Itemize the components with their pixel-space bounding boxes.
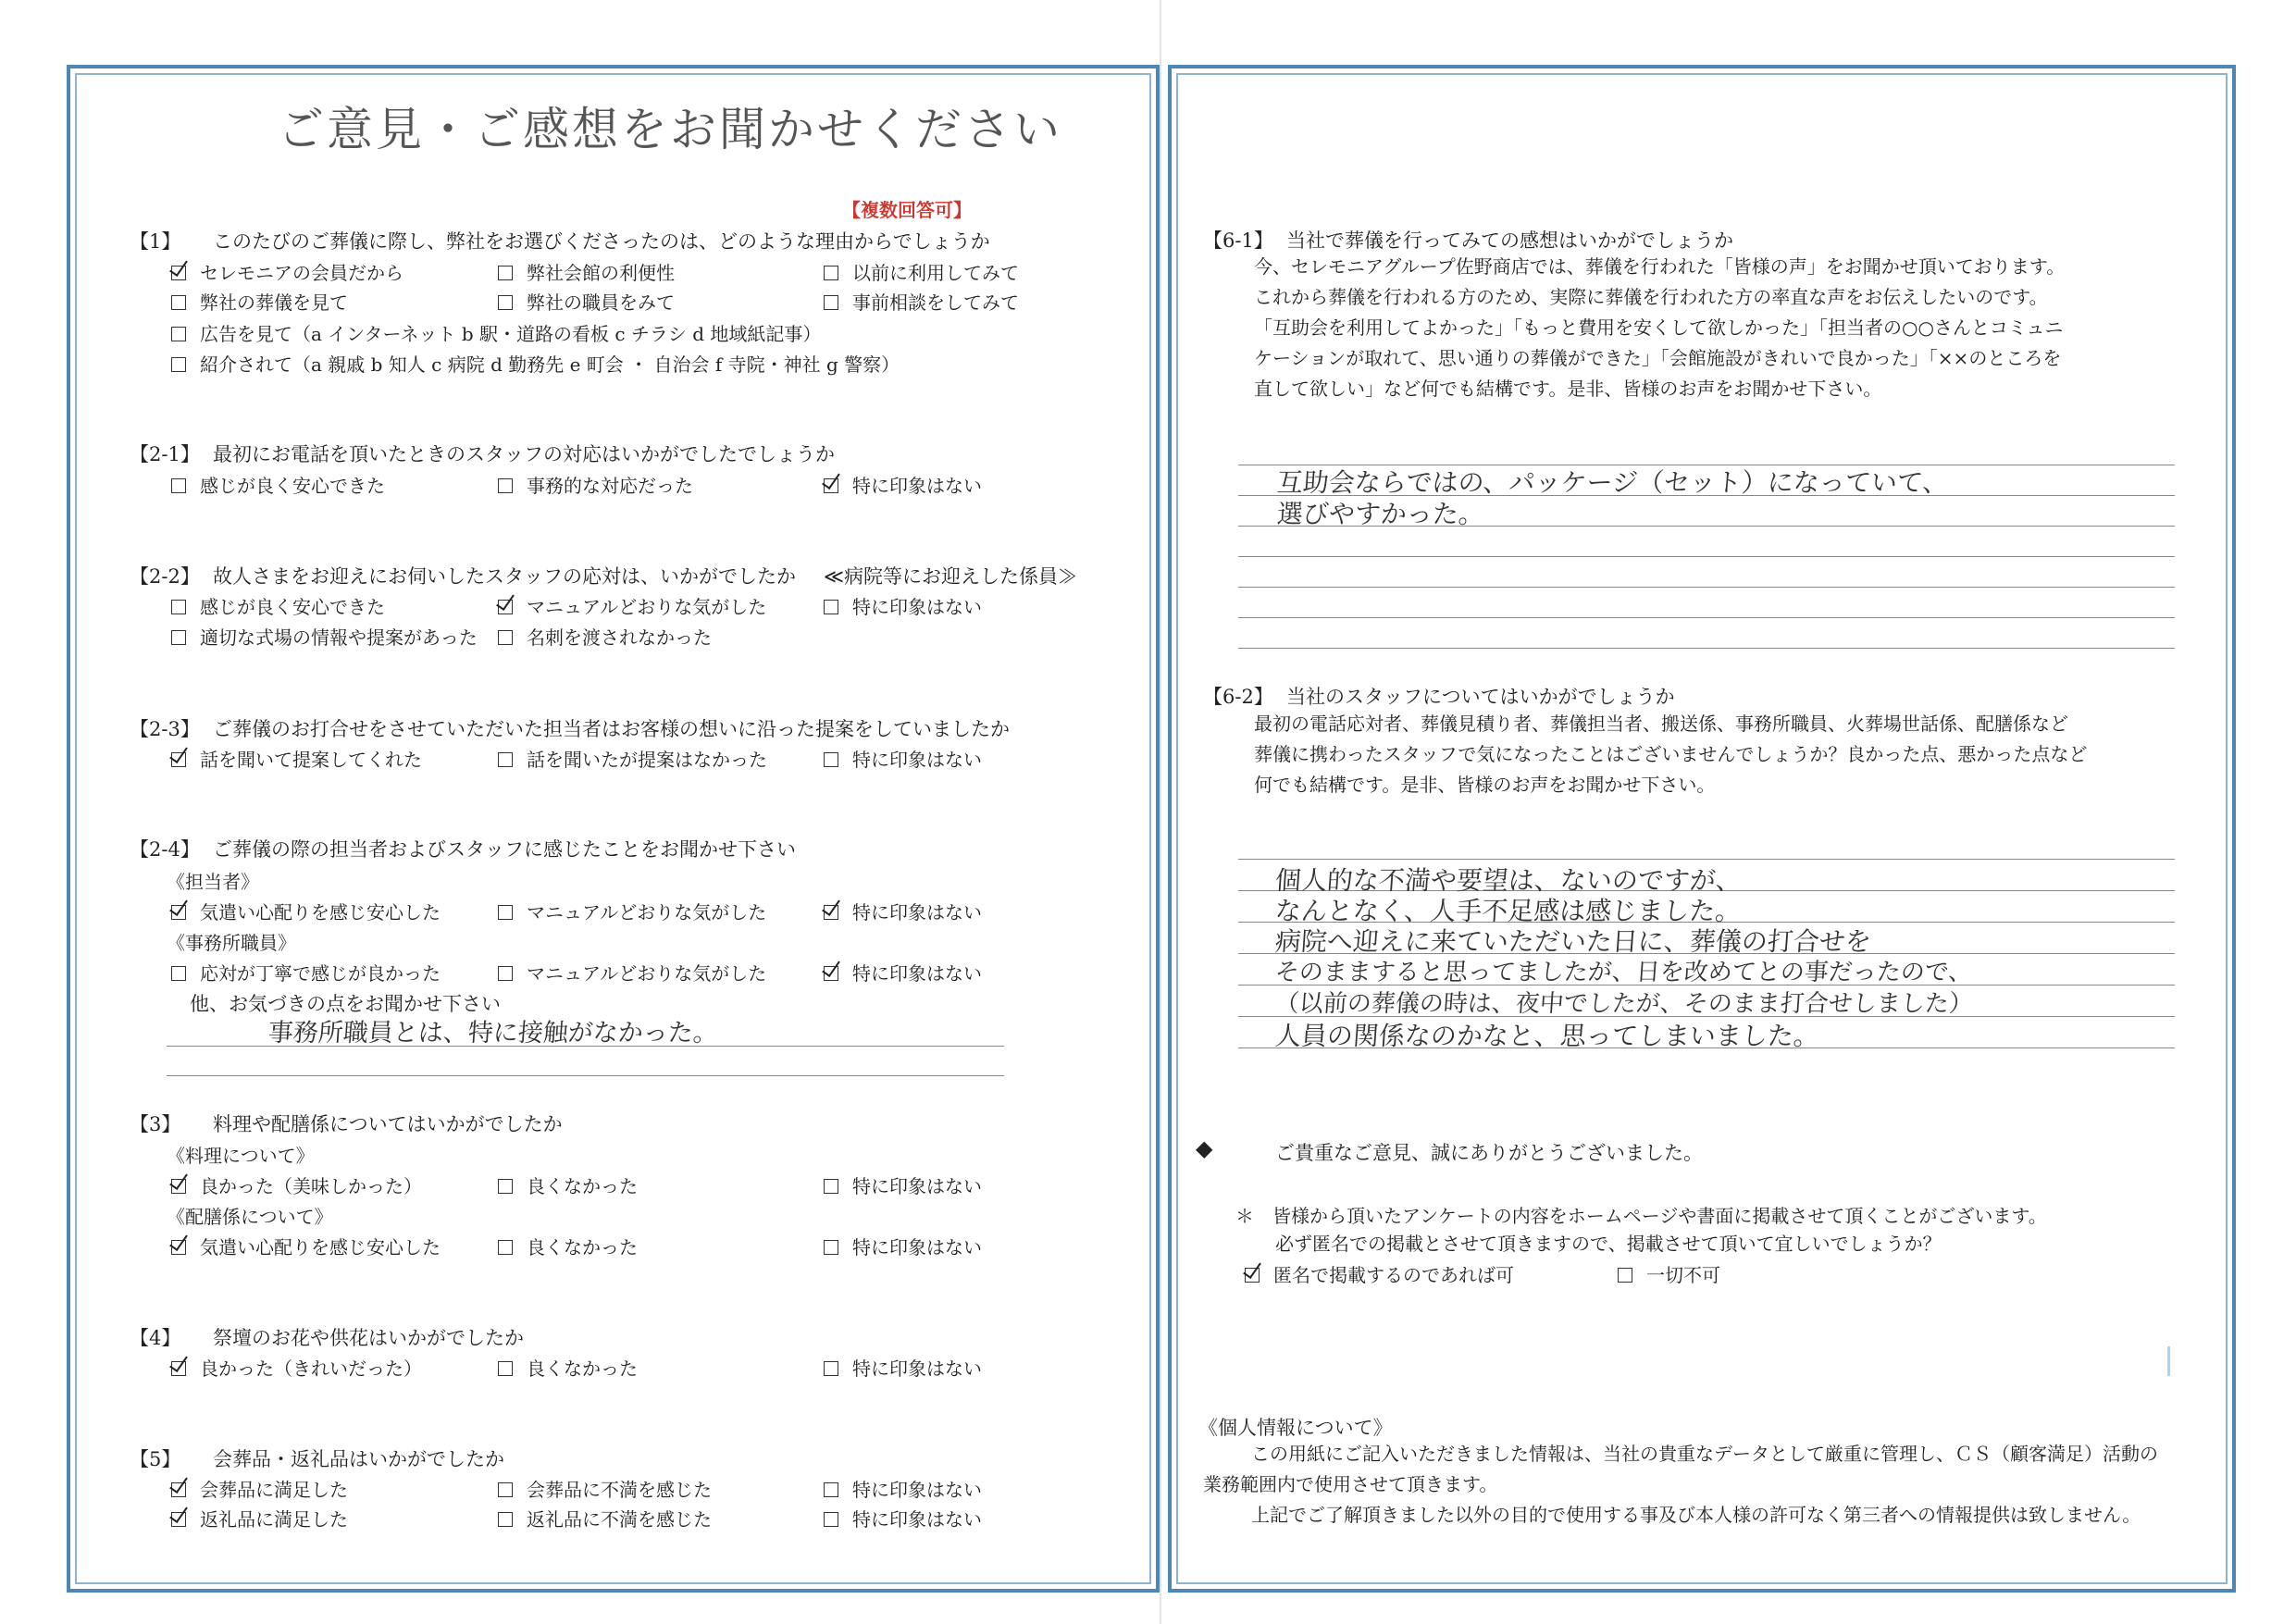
q1-option-consult[interactable]: 事前相談をしてみて <box>824 288 1019 315</box>
checkbox-icon[interactable] <box>171 600 186 614</box>
checkbox-icon[interactable] <box>824 1240 838 1255</box>
checked-checkbox-icon[interactable] <box>824 905 838 920</box>
checkbox-icon[interactable] <box>824 752 838 767</box>
checkbox-icon[interactable] <box>171 357 186 372</box>
q2-3-number: 【2-3】 <box>130 718 200 740</box>
q2-1-option-2[interactable]: 事務的な対応だった <box>498 471 693 498</box>
q2-3-text: ご葬儀のお打合せをさせていただいた担当者はお客様の想いに沿った提案をしていましたか <box>213 718 1010 740</box>
q5-option-5[interactable]: 返礼品に不満を感じた <box>498 1505 712 1531</box>
q2-4-office-option-3[interactable]: 特に印象はない <box>824 959 982 986</box>
q1-option-hall[interactable]: 弊社会館の利便性 <box>498 258 675 285</box>
publish-note-1: ＊ 皆様から頂いたアンケートの内容をホームページや書面に掲載させて頂くことがございます。 <box>1235 1205 2047 1227</box>
q2-2-option-3[interactable]: 特に印象はない <box>824 592 982 619</box>
q6-1-number: 【6-1】 <box>1203 229 1273 252</box>
q1-option-staff[interactable]: 弊社の職員をみて <box>498 288 675 315</box>
q3-heading <box>130 1110 563 1137</box>
thanks-message: ご貴重なご意見、誠にありがとうございました。 <box>1275 1142 1703 1164</box>
q4-option-2[interactable]: 良くなかった <box>498 1354 638 1381</box>
q1-option-previous[interactable]: 以前に利用してみて <box>824 258 1019 285</box>
q2-4-office-option-2[interactable]: マニュアルどおりな気がした <box>498 959 766 986</box>
q6-2-number: 【6-2】 <box>1203 686 1273 708</box>
q2-1-heading <box>130 440 835 467</box>
q6-1-write-line-7 <box>1238 648 2175 649</box>
q2-2-option-5[interactable]: 名刺を渡されなかった <box>498 623 712 650</box>
q3-server-label: 《配膳係について》 <box>167 1206 333 1228</box>
checked-checkbox-icon[interactable] <box>171 1179 186 1194</box>
q4-option-1[interactable]: 良かった（きれいだった） <box>171 1354 422 1381</box>
q2-2-option-4[interactable]: 適切な式場の情報や提案があった <box>171 623 478 650</box>
q4-text: 祭壇のお花や供花はいかがでしたか <box>213 1327 524 1349</box>
q2-1-text: 最初にお電話を頂いたときのスタッフの対応はいかがでしたでしょうか <box>213 443 835 465</box>
q2-3-option-1[interactable]: 話を聞いて提案してくれた <box>171 745 422 772</box>
checkbox-icon[interactable] <box>498 752 513 767</box>
q6-2-description: 最初の電話応対者、葬儀見積り者、葬儀担当者、搬送係、事務所職員、火葬場世話係、配膳係など 葬儀に携わったスタッフで気になったことはございませんでしょうか？良かった点、悪かった点など 何でも結構です。是非、皆様のお声をお聞かせ下さい。 <box>1254 713 2088 796</box>
checkbox-icon[interactable] <box>824 600 838 614</box>
q6-2-text: 当社のスタッフについてはいかがでしょうか <box>1286 686 1675 708</box>
checkbox-icon[interactable] <box>498 1482 513 1497</box>
checkbox-icon[interactable] <box>498 966 513 981</box>
checkbox-icon[interactable] <box>824 1361 838 1376</box>
q4-option-3[interactable]: 特に印象はない <box>824 1354 982 1381</box>
q6-1-handwritten-line-2: 選びやすかった。 <box>1275 499 1486 529</box>
q1-option-ad[interactable]: 広告を見て（a インターネット b 駅・道路の看板 c チラシ d 地域紙記事） <box>171 319 821 346</box>
q6-1-heading <box>1203 226 1733 254</box>
checked-checkbox-icon[interactable] <box>1245 1268 1260 1283</box>
q3-server-option-2[interactable]: 良くなかった <box>498 1233 638 1259</box>
checked-checkbox-icon[interactable] <box>824 966 838 981</box>
q5-option-2[interactable]: 会葬品に不満を感じた <box>498 1475 712 1502</box>
checkbox-icon[interactable] <box>498 1179 513 1194</box>
q1-option-referral[interactable]: 紹介されて（a 親戚 b 知人 c 病院 d 勤務先 e 町会 ・ 自治会 f 寺院・神社 g 警察） <box>171 350 900 377</box>
checked-checkbox-icon[interactable] <box>171 266 186 280</box>
checkbox-icon[interactable] <box>498 295 513 310</box>
checked-checkbox-icon[interactable] <box>171 1361 186 1376</box>
checkbox-icon[interactable] <box>498 905 513 920</box>
checkbox-icon[interactable] <box>171 630 186 645</box>
checkbox-icon[interactable] <box>824 266 838 280</box>
q5-text: 会葬品・返礼品はいかがでしたか <box>213 1448 504 1470</box>
privacy-text: この用紙にご記入いただきました情報は、当社の貴重なデータとして厳重に管理し、ＣＳ（顧客満足）活動の 業務範囲内で使用させて頂きます。 上記でご了解頂きました以外の目的で使用する事及び本人様の許可なく第三者への情報提供は致しません。 <box>1203 1443 2158 1526</box>
checkbox-icon[interactable] <box>171 327 186 341</box>
q6-1-write-line-4 <box>1238 556 2175 557</box>
q2-1-number: 【2-1】 <box>130 443 200 465</box>
q1-text: このたびのご葬儀に際し、弊社をお選びくださったのは、どのような理由からでしょうか <box>213 230 990 253</box>
checkbox-icon[interactable] <box>498 478 513 493</box>
q2-4-number: 【2-4】 <box>130 838 200 861</box>
q6-2-handwritten-line-5: （以前の葬儀の時は、夜中でしたが、そのまま打合せしました） <box>1273 990 1974 1018</box>
checked-checkbox-icon[interactable] <box>824 478 838 493</box>
q5-option-4[interactable]: 返礼品に満足した <box>171 1505 348 1531</box>
checked-checkbox-icon[interactable] <box>171 752 186 767</box>
checkbox-icon[interactable] <box>498 1361 513 1376</box>
scan-mark <box>2167 1346 2170 1376</box>
q5-option-1[interactable]: 会葬品に満足した <box>171 1475 348 1502</box>
q6-1-text: 当社で葬儀を行ってみての感想はいかがでしょうか <box>1286 229 1733 252</box>
checkbox-icon[interactable] <box>171 478 186 493</box>
q1-option-member[interactable]: セレモニアの会員だから <box>171 258 403 285</box>
checkbox-icon[interactable] <box>498 630 513 645</box>
q2-4-heading <box>130 835 796 862</box>
q6-1-description: 今、セレモニアグループ佐野商店では、葬儀を行われた「皆様の声」をお聞かせ頂いております。 これから葬儀を行われる方のため、実際に葬儀を行われた方の率直な声をお伝えしたいのです。 「互助会を利用してよかった」「もっと費用を安くして欲しかった」「担当者の○○さんとコミュニ ケーションが取れて、思い通りの葬儀ができた」「会館施設がきれいで良かった」「××のところを 直して欲しい」など何でも結構です。是非、皆様のお声をお聞かせ下さい。 <box>1254 255 2066 400</box>
q2-4-office-option-1[interactable]: 応対が丁寧で感じが良かった <box>171 959 441 986</box>
q2-4-office-label: 《事務所職員》 <box>167 932 296 954</box>
page-fold <box>1160 0 1161 1624</box>
q2-1-option-3[interactable]: 特に印象はない <box>824 471 982 498</box>
q6-2-handwritten-line-4: そのまますると思ってましたが、日を改めてとの事だったので、 <box>1273 959 1974 986</box>
q3-text: 料理や配膳係についてはいかがでしたか <box>213 1113 563 1135</box>
q1-heading <box>130 227 990 254</box>
q2-2-extra: ≪病院等にお迎えした係員≫ <box>824 565 1077 588</box>
q2-2-text: 故人さまをお迎えにお伺いしたスタッフの応対は、いかがでしたか <box>213 565 796 588</box>
checkbox-icon[interactable] <box>824 1482 838 1497</box>
q6-2-write-line-1 <box>1238 859 2175 860</box>
q2-2-option-2[interactable]: マニュアルどおりな気がした <box>498 592 766 619</box>
q6-2-handwritten-line-1: 個人的な不満や要望は、ないのですが、 <box>1273 865 1744 896</box>
q5-number: 【5】 <box>130 1448 181 1470</box>
q2-3-heading <box>130 714 1010 742</box>
q2-2-option-1[interactable]: 感じが良く安心できた <box>171 592 385 619</box>
q6-2-handwritten-line-2: なんとなく、人手不足感は感じました。 <box>1273 896 1743 926</box>
q4-number: 【4】 <box>130 1327 181 1349</box>
q2-1-option-1[interactable]: 感じが良く安心できた <box>171 471 385 498</box>
q1-number: 【1】 <box>130 230 181 253</box>
q5-option-3[interactable]: 特に印象はない <box>824 1475 982 1502</box>
q3-server-option-3[interactable]: 特に印象はない <box>824 1233 982 1259</box>
q6-1-handwritten-line-1: 互助会ならではの、パッケージ（セット）になっていて、 <box>1275 467 1950 498</box>
q2-4-handwritten-answer: 事務所職員とは、特に接触がなかった。 <box>267 1019 719 1048</box>
q2-4-text: ご葬儀の際の担当者およびスタッフに感じたことをお聞かせ下さい <box>213 838 796 861</box>
q6-2-handwritten-line-3: 病院へ迎えに来ていただいた日に、葬儀の打合せを <box>1273 926 1873 957</box>
checkbox-icon[interactable] <box>824 295 838 310</box>
q3-server-option-1[interactable]: 気遣い心配りを感じ安心した <box>171 1233 441 1259</box>
q2-4-staff-option-2[interactable]: マニュアルどおりな気がした <box>498 898 766 924</box>
publish-option-anonymous[interactable]: 匿名で掲載するのであれば可 <box>1245 1260 1514 1287</box>
q4-heading <box>130 1323 524 1351</box>
q2-4-staff-label: 《担当者》 <box>167 871 259 893</box>
q5-option-6[interactable]: 特に印象はない <box>824 1505 982 1531</box>
q3-food-option-3[interactable]: 特に印象はない <box>824 1172 982 1198</box>
diamond-bullet-icon: ◆ <box>1196 1135 1213 1161</box>
checkbox-icon[interactable] <box>1618 1268 1632 1283</box>
publish-option-none[interactable]: 一切不可 <box>1618 1260 1720 1287</box>
q2-4-other-label: 他、お気づきの点をお聞かせ下さい <box>190 993 501 1015</box>
q2-2-number: 【2-2】 <box>130 565 200 588</box>
checkbox-icon[interactable] <box>498 266 513 280</box>
checkbox-icon[interactable] <box>171 966 186 981</box>
q3-food-option-2[interactable]: 良くなかった <box>498 1172 638 1198</box>
q2-3-option-3[interactable]: 特に印象はない <box>824 745 982 772</box>
page-title: ご意見・ご感想をお聞かせください <box>278 103 1062 156</box>
checkbox-icon[interactable] <box>498 1512 513 1527</box>
checked-checkbox-icon[interactable] <box>171 905 186 920</box>
q2-4-staff-option-3[interactable]: 特に印象はない <box>824 898 982 924</box>
q6-1-write-line-6 <box>1238 617 2175 618</box>
privacy-title: 《個人情報について》 <box>1198 1417 1393 1439</box>
checkbox-icon[interactable] <box>824 1512 838 1527</box>
q3-food-label: 《料理について》 <box>167 1145 315 1167</box>
checkbox-icon[interactable] <box>824 1179 838 1194</box>
q6-1-write-line-5 <box>1238 587 2175 588</box>
q6-2-handwritten-line-6: 人員の関係なのかなと、思ってしまいました。 <box>1273 1021 1821 1051</box>
q3-food-option-1[interactable]: 良かった（美味しかった） <box>171 1172 422 1198</box>
checked-checkbox-icon[interactable] <box>171 1240 186 1255</box>
checkbox-icon[interactable] <box>498 1240 513 1255</box>
q5-heading <box>130 1444 504 1472</box>
q6-2-heading <box>1203 682 1675 710</box>
checked-checkbox-icon[interactable] <box>171 1482 186 1497</box>
q3-number: 【3】 <box>130 1113 181 1135</box>
checked-checkbox-icon[interactable] <box>498 600 513 614</box>
q2-4-staff-option-1[interactable]: 気遣い心配りを感じ安心した <box>171 898 441 924</box>
checked-checkbox-icon[interactable] <box>171 1512 186 1527</box>
q2-3-option-2[interactable]: 話を聞いたが提案はなかった <box>498 745 767 772</box>
multiple-answers-note: 【複数回答可】 <box>842 199 972 221</box>
q2-2-heading <box>130 562 1077 589</box>
publish-note-2: 必ず匿名での掲載とさせて頂きますので、掲載させて頂いて宜しいでしょうか？ <box>1275 1233 1942 1255</box>
q1-option-funeral[interactable]: 弊社の葬儀を見て <box>171 288 348 315</box>
checkbox-icon[interactable] <box>171 295 186 310</box>
q2-4-write-line-2 <box>167 1075 1004 1076</box>
